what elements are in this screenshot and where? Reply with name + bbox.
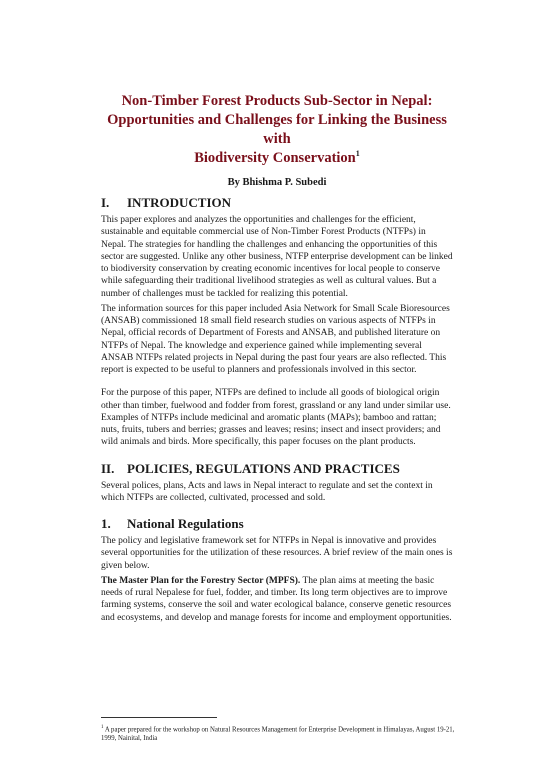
subsection-title: National Regulations xyxy=(127,516,244,531)
policies-paragraph-1: Several polices, plans, Acts and laws in Nepal interact to regulate and set the context in which NTFPs are collected, cultivated, processed and sold. xyxy=(101,480,433,503)
intro-paragraph-2: The information sources for this paper included Asia Network for Small Scale Bioresources (ANSAB) commissioned 18 small field research studies on various aspects of NTFPs in Nepal, official records of Department of Forests and ANSAB, and published literature on NTFPs of Nepal. The knowledge and experience gained while implementing several ANSAB NTFPs related projects in Nepal during the past four years are also reflected. This report is expected to be useful to planners and professionals involved in this sector. xyxy=(101,303,450,375)
intro-paragraph-1: This paper explores and analyzes the opportunities and challenges for the efficient, sustainable and equitable commercial use of Non-Timber Forest Products (NTFPs) in Nepal. The strategies for handling the challenges and enhancing the opportunities of this sector are suggested. Unlike any other business, NTFP enterprise development can be linked to biodiversity conservation by creating economic incentives for local people to conserve while safeguarding their traditional livelihood strategies as well as cultural values. But a number of challenges must be tackled for realizing this potential. xyxy=(101,215,453,299)
mpfs-text: The plan aims at meeting the basic needs of rural Nepalese for fuel, fodder, and timber. Its long term objectives are to improve farming systems, conserve the soil and water ecological balance, conserve genetic resources and ecosystems, and develop and manage forests for income and employment opportunities. xyxy=(101,575,452,623)
subsection-heading-national-regulations xyxy=(101,516,453,532)
section-title: POLICIES, REGULATIONS AND PRACTICES xyxy=(127,460,400,476)
footnote xyxy=(101,723,461,743)
section-title: INTRODUCTION xyxy=(127,195,232,210)
title-line-2: Opportunities and Challenges for Linking the Business with xyxy=(107,112,447,147)
regulations-paragraph-1: The policy and legislative framework set for NTFPs in Nepal is innovative and provides several opportunities for the utilization of these resources. A brief review of the main ones is given below. xyxy=(101,536,453,571)
section-heading-policies xyxy=(101,461,453,477)
title-footnote-marker[interactable]: 1 xyxy=(355,149,360,159)
title-line-3: Biodiversity Conservation xyxy=(194,150,356,166)
mpfs-paragraph xyxy=(101,575,453,624)
page-body xyxy=(101,92,453,627)
title-line-1: Non-Timber Forest Products Sub-Sector in Nepal: xyxy=(121,93,433,109)
author-byline: By Bhishma P. Subedi xyxy=(227,177,327,188)
subsection-number: 1. xyxy=(101,516,111,531)
mpfs-title: The Master Plan for the Forestry Sector (MPFS). xyxy=(101,575,301,586)
footnote-marker: 1 xyxy=(101,725,104,730)
section-number: II. xyxy=(101,460,115,476)
intro-paragraph-3: For the purpose of this paper, NTFPs are defined to include all goods of biological origin other than timber, fuelwood and fodder from forest, grassland or any land under similar use. Examples of NTFPs include medicinal and aromatic plants (MAPs); bamboo and rattan; nuts, fruits, tubers and berries; grasses and leaves; resins; insect and insect providers; and wild animals and birds. More specifically, this paper focuses on the plant products. xyxy=(101,388,451,448)
section-heading-introduction xyxy=(101,195,453,211)
footnote-text: A paper prepared for the workshop on Natural Resources Management for Enterprise Development in Himalayas, August 19-21, 1999, Nainital, India xyxy=(101,726,455,743)
footnote-divider xyxy=(101,717,217,718)
section-number: I. xyxy=(101,195,110,210)
paper-title xyxy=(101,92,453,168)
